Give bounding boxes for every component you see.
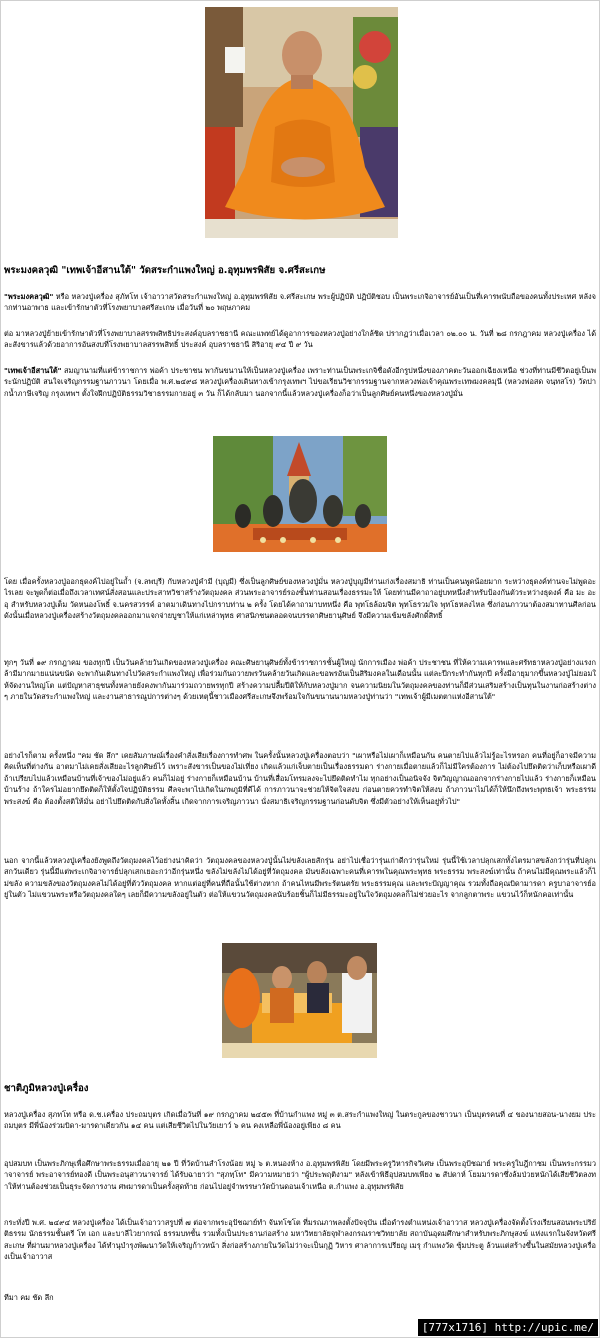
paragraph-abbot: กระทั่งปี พ.ศ. ๒๔๙๔ หลวงปู่เครื่อง ได้เป็นเจ้าอาวาสรูปที่ ๗ ต่อจากพระอุปัชฌาย์ทำ จันทโชโต ที่มรณภาพลงตั้งปัจจุบัน เมื่อดำรงตำแหน่งเจ้าอาวาส หลวงปู่เครื่องจัดตั้งโรงเรียนสอนพระปริยัติธรรม นักธรรมชั้นตรี โท เอก และบาลีไวยากรณ์ ธรรมบทชั้น รวมทั้งเป็นประธานก่อสร้าง มหาวิทยาลัยจุฬาลงกรณราชวิทยาลัย สถาบันอุดมศึกษาสำหรับพระภิกษุสงฆ์ แห่งแรกในจังหวัดศรีสะเกษ ที่ผ่านมาหลวงปู่เครื่อง ได้ทำนุบำรุงพัฒนาวัดให้เจริญก้าวหน้า สิ่งก่อสร้างภายในวัดไม่ว่าจะเป็นกุฏิ วิหาร ศาลาการเปรียญ เมรุ กำแพงวัด ซุ้มประตู ล้วนแต่สร้างขึ้นในสมัยหลวงปู่เครื่องเป็นเจ้าอาวาส (4, 1218, 596, 1262)
article-title: พระมงคลวุฒิ "เทพเจ้าอีสานใต้" วัดสระกำแพงใหญ่ อ.อุทุมพรพิสัย จ.ศรีสะเกษ (4, 265, 326, 276)
intro-text: หรือ หลวงปู่เครื่อง สุภัทโท เจ้าอาวาสวัดสระกำแพงใหญ่ อ.อุทุมพรพิสัย จ.ศรีสะเกษ พระผู้ปฏิบัติ ปฏิบัติชอบ เป็นพระเกจิอาจารย์อันเป็นที่เคารพนับถือของคนทั้งประเทศ หลังจากท่านอาพาธ และเข้ารักษาตัวที่โรงพยาบาลศรีสะเกษ เมื่อวันที่ ๒๐ พฤษภาคม (4, 292, 596, 313)
monk-portrait-photo (205, 7, 398, 238)
biography-title: ชาติภูมิหลวงปู่เครื่อง (4, 1083, 89, 1094)
funeral-rites-photo (222, 943, 377, 1058)
paragraph-interview: อย่างไรก็ตาม ครั้งหนึ่ง "คม ชัด ลึก" เคยสัมภาษณ์เรื่องคำสั่งเสียเรื่องการทำศพ ในครั้งนั้นหลวงปู่เครื่องตอบว่า "เผาหรือไม่เผาก็เหมือนกัน คนตายไปแล้วไม่รู้อะไรหรอก คนที่อยู่ก็อาจมีความคิดเห็นที่ต่างกัน อาตมาไม่เคยสั่งเสียอะไรลูกศิษย์ไว้ เพราะสังขารเป็นของไม่เที่ยง เกิดแล้วแก่เจ็บตายเป็นเรื่องธรรมดา ร่างกายเมื่อตายแล้วก็ไม่มีใครต้องการ ไม่ต้องไปยึดติดว่าเก็บหรือเผาดี ถ้าเปรียบไปแล้วเหมือนบ้านที่เจ้าของไม่อยู่แล้ว คนก็ไม่อยู่ ร่างกายก็เหมือนบ้าน บ้านที่เสื่อมโทรมลงจะไปยึดติดทำไม ทุกอย่างเป็นอนิจจัง จิตวิญญาณออกจากร่างกายไปแล้ว ร่างกายก็เหมือนบ้านร้าง ถ้าใครไม่อยากยึดติดก็ให้ตั้งใจปฏิบัติธรรม ศีลจะพาไปเกิดในภพภูมิที่ดีได้ การภาวนาจะช่วยให้จิตใจสงบ ก่อนตายควรทำจิตให้สงบ ถ้าภาวนาไม่ได้ก็ให้นึกถึงพระพุทธเจ้า พระธรรม พระสงฆ์ คือ ต้องตั้งสติให้มั่น อย่าไปยึดติดกับสิ่งใดทั้งสิ้น เกิดจากการเจริญภาวนา นั่งสมาธิเจริญกรรมฐานก่อนดับจิต ซึ่งมีตัวอย่างให้เห็นอยู่ทั่วไป" (4, 751, 596, 806)
source-credit: ทีมา คม ชัด ลึก (4, 1293, 54, 1302)
paragraph-amulets: นอก จากนี้แล้วหลวงปู่เครื่องยังพูดถึงวัตถุมงคลไว้อย่างน่าคิดว่า วัตถุมงคลของหลวงปู่นั้นไม่ขลังเลยสักรุ่น อย่าไปเชื่อว่ารุ่นเก่าดีกว่ารุ่นใหม่ รุ่นนี้ใช้เวลาปลุกเสกทั้งไตรมาสขลังกว่ารุ่นที่ปลุกเสกวันเดียว รุ่นนี้มีแต่พระเกจิอาจารย์ปลุกเสกเยอะกว่าอีกรุ่นหนึ่ง ขลังไม่ขลังไม่ได้อยู่ที่วัตถุมงคล มันขลังเฉพาะคนที่เคารพในคุณพระพุทธ พระธรรม พระสงฆ์เท่านั้น ถ้าคนไม่มีคุณพระแล้วก็ไม่ขลัง ความขลังของวัตถุมงคลไม่ได้อยู่ที่ตัววัตถุมงคล หากแต่อยู่ที่คนที่ถือนั้นใช้ต่างหาก ถ้าคนไหนมีพระรัตนตรัย พระธรรมคุณ และพระปัญญาคุณ รวมทั้งถือคุณบิดามารดา ครูบาอาจารย์อยู่ในตัว ไม่แขวนพระหรือวัตถุมงคลใดๆ เลยก็มีความขลังอยู่ในตัว ต่อให้แขวนวัตถุมงคลนับร้อยชิ้นก็ไม่มีธรรมะอยู่ในใจวัตถุมงคลก็ไม่ช่วยอะไร จากลูกตาพระ แขวนไว้ก็หนักคอเท่านั้น (4, 856, 596, 900)
paragraph-ordination: อุปสมบท เป็นพระภิกษุเพื่อศึกษาพระธรรมเมื่ออายุ ๒๑ ปี ที่วัดบ้านสำโรงน้อย หมู่ ๖ ต.หนองห้าง อ.อุทุมพรพิสัย โดยมีพระครูวิหารกิจวิเศษ เป็นพระอุปัชฌาย์ พระครูใบฎีกาชม เป็นพระกรรมวาจาจารย์ พระอาจารย์ทองดี เป็นพระอนุสาวนาจารย์ ได้รับฉายาว่า "สุภทฺโท" มีความหมายว่า "ผู้ประพฤติงาม" หลังเข้าพิธีอุปสมบทเพียง ๒ สัปดาห์ โยมมารดาซึ่งล้มป่วยหนักได้เสียชีวิตลงทำให้ท่านต้องช่วยเป็นธุระจัดการงาน ศพมารดาเป็นครั้งสุดท้าย ก่อนไปอยู่จำพรรษาวัดบ้านดอนเจ้าเหนือ ต.กำแพง อ.อุทุมพรพิสัย (4, 1159, 596, 1191)
nickname-bold: "เทพเจ้าอีสานใต้" (4, 366, 62, 375)
image-host-footer[interactable]: [777x1716] http://upic.me/ (418, 1319, 598, 1336)
paragraph-nickname (4, 365, 596, 423)
amulets-photo (213, 436, 387, 552)
paragraph-passing: ต่อ มาหลวงปู่ย้ายเข้ารักษาตัวที่โรงพยาบาลสรรพสิทธิประสงค์อุบลราชธานี คณะแพทย์ได้ดูอาการของหลวงปู่อย่างใกล้ชิด ปรากฏว่าเมื่อเวลา ๐๒.๐๐ น. วันที่ ๒๘ กรกฎาคม หลวงปู่เครื่อง ได้ละสังขารแล้วด้วยอาการอันสงบที่โรงพยาบาลสรรพสิทธิ์ ประสงค์ อุบลราชธานี สิริอายุ ๙๔ ปี ๙ วัน (4, 329, 596, 350)
paragraph-intro (4, 291, 596, 315)
intro-bold: "พระมงคลวุฒิ" (4, 292, 54, 301)
nickname-text: สมญานามที่แต่ข้าราชการ พ่อค้า ประชาชน พากันขนานให้เป็นหลวงปู่เครื่อง เพราะท่านเป็นพระเกจิชื่อดังอีกรูปหนึ่งของภาคตะวันออกเฉียงเหนือ ช่วงที่ท่านมีชีวิตอยู่เป็นพระนักปฏิบัติ สนใจเจริญกรรมฐานภาวนา โดยเมื่อ พ.ศ.๒๔๙๘ หลวงปู่เครื่องเดินทางเข้ากรุงเทพฯ ไปขอเรียนวิชากรรมฐานจากหลวงพ่อเจ้าคุณพระเทพมงคลมุนี (หลวงพ่อสด จนฺทสโร) วัดปากน้ำภาษีเจริญ กรุงเทพฯ ตั้งใจฝึกปฏิบัติธรรมวิชาธรรมกายอยู่ ๓ วัน ก็ได้กลับมา นอกจากนี้แล้วหลวงปู่เครื่องก็อว่าเป็นลูกศิษย์คนหนึ่งของหลวงปู่มั่น (4, 366, 596, 398)
paragraph-birth: หลวงปู่เครื่อง สุภทโท หรือ ด.ช.เครื่อง ประถมบุตร เกิดเมื่อวันที่ ๑๙ กรกฎาคม ๒๔๕๓ ที่บ้านกำแพง หมู่ ๓ ต.สระกำแพงใหญ่ ในตระกูลของชาวนา เป็นบุตรคนที่ ๔ ของนายสอน-นางยม ประถมบุตร มีพี่น้องร่วมบิดา-มารดาเดียวกัน ๑๔ คน แต่เสียชีวิตไปในวัยเยาว์ ๖ คน คงเหลือพี่น้องอยู่เพียง ๘ คน (4, 1110, 596, 1131)
paragraph-lineage: โดย เมื่อครั้งหลวงปู่ออกธุดงค์ไปอยู่ในถ้ำ (จ.ลพบุรี) กับหลวงปู่คำมี (บุญมี) ซึ่งเป็นลูกศิษย์ของหลวงปู่มั่น หลวงปู่บุญมีท่านเก่งเรื่องสมาธิ ท่านเป็นคนพูดน้อยมาก ระหว่างธุดงค์ท่านจะไม่พูดอะไรเลย จะพูดก็ต่อเมื่อถึงเวลาเทศน์สั่งสอนและประสาทวิชาสร้างวัตถุมงคล ส่วนพระอาจารย์รองชั้นท่านสอนเรื่องธรรมะให้ โดยท่านมีคาถาอยู่บทหนึ่งสำหรับป้องกันตัวระหว่างธุดงค์ คือ มะ อะ อุ สำหรับหลวงปู่เต็ม วัดหนองโพธิ์ จ.นครสวรรค์ อาตมาเดินทางไปกราบท่าน ๒ ครั้ง โดยได้คาถามาบทหนึ่ง คือ พุทโธล้อมจิต พุทโธรวมใจ พุทโธหลงไหล ซึ่งก่อนภาวนาต้องสมาทานศีลก่อน ดังนั้นเมื่อหลวงปู่เครื่องสร้างวัตถุมงคลออกมาแจกจ่ายบูชาให้แก่เหล่าพุทธ ศาสนิกชนตลอดจนบรรดาศิษยานุศิษย์ จึงมีความเข้มขลังศักดิ์สิทธิ์ (4, 577, 596, 621)
paragraph-birthday: ทุกๆ วันที่ ๑๙ กรกฎาคม ของทุกปี เป็นวันคล้ายวันเกิดของหลวงปู่เครื่อง คณะศิษยานุศิษย์ทั้งข้าราชการชั้นผู้ใหญ่ นักการเมือง พ่อค้า ประชาชน ที่ให้ความเคารพและศรัทธาหลวงปู่อย่างแรงกล้ามีมากมายแน่นขนัด จะพากันเดินทางไปวัดสระกำแพงใหญ่ เพื่อร่วมกันถวายพรวันคล้ายวันเกิดและขอพรอันเป็นสิริมงคลในเดือนนั้น แต่ละปีกระทำกันทุกปี ครั้งมีอายุมากขึ้นหลวงปู่ไม่ยอมให้จัดงานใหญ่โต แต่ปัญหาสาธุชนทั้งหลายยังคงพากันมาร่วมถวายพรทุกปี สร้างความปลื้มปีติให้กับหลวงปู่มาก จนความนิยมในวัตถุมงคลของท่านก็มีส่วนเสริมสร้างเป็นทุนในงานก่อสร้างต่างๆ ภายในวัดสระกำแพงใหญ่ และงานสาธารณูปการต่างๆ ด้วยเหตุนี้ชาวเมืองศรีสะเกษจึงพร้อมใจกันขนานนามหลวงปู่ท่านว่า "เทพเจ้าผู้มีเมตตาแห่งอีสานใต้" (4, 658, 596, 702)
